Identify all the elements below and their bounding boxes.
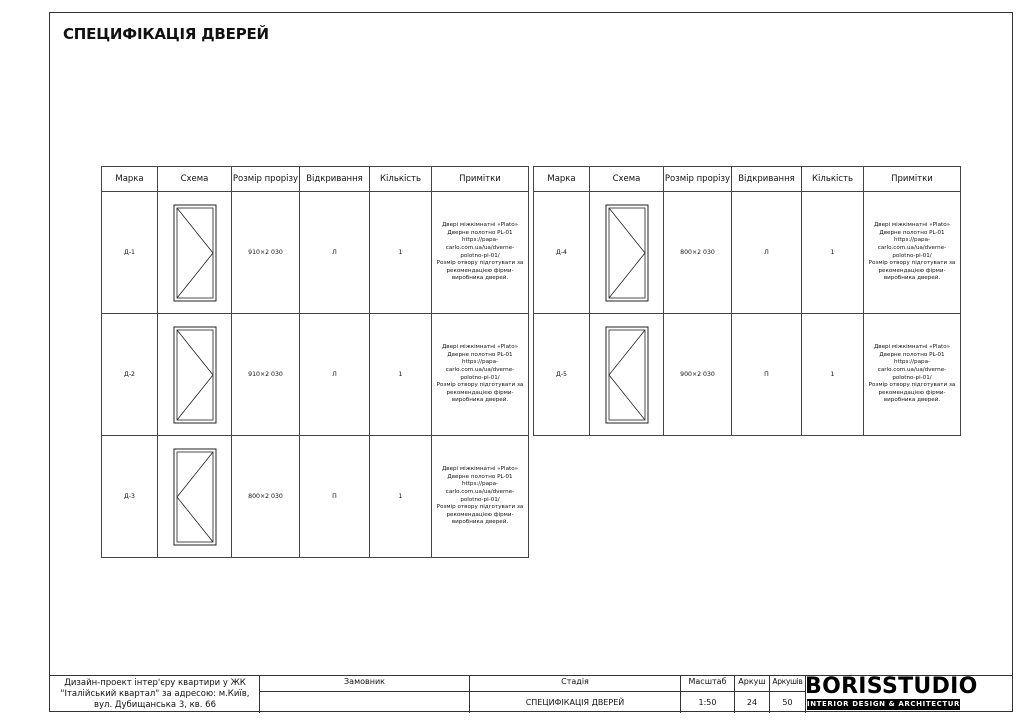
table-header-row [534, 167, 961, 192]
cell-notes [864, 314, 961, 436]
cell-mark: Д-1 [102, 192, 158, 314]
cell-qty: 1 [802, 192, 864, 314]
sheet-label: Аркуш [738, 677, 766, 686]
cell-mark: Д-2 [102, 314, 158, 436]
cell-scheme [158, 314, 232, 436]
logo-main-text: BORISSTUDIO [805, 674, 978, 699]
note-line: https://papa- [893, 237, 931, 244]
logo-sub-text: INTERIOR DESIGN & ARCHITECTURE [807, 700, 966, 708]
door-scheme-icon [171, 446, 219, 548]
note-line: виробника дверей. [451, 519, 509, 526]
note-line: Розмір отвору підготувати за [436, 382, 524, 389]
note-line: carlo.com.ua/ua/dverne- [445, 244, 515, 251]
header-scheme: Схема [590, 167, 664, 192]
cell-opening: Л [300, 314, 370, 436]
table-row [102, 192, 529, 314]
cell-scheme [158, 436, 232, 558]
scale-cell [680, 676, 734, 713]
table-row [102, 314, 529, 436]
sheet-cell [734, 676, 769, 713]
stage-cell [469, 676, 680, 713]
note-line: виробника дверей. [883, 275, 941, 282]
note-line: polotno-pl-01/ [460, 374, 500, 381]
note-line: Дверне полотно PL-01 [879, 229, 945, 236]
note-line: Двері міжкімнатні «Plato» [873, 344, 951, 351]
note-line: https://papa- [461, 237, 499, 244]
cell-opening: П [300, 436, 370, 558]
door-scheme-icon [603, 202, 651, 304]
cell-size: 910×2 030 [232, 314, 300, 436]
cell-qty: 1 [370, 192, 432, 314]
note-line: Розмір отвору підготувати за [868, 382, 956, 389]
cell-opening: Л [732, 192, 802, 314]
note-line: Розмір отвору підготувати за [436, 504, 524, 511]
header-mark: Марка [534, 167, 590, 192]
table-row [534, 314, 961, 436]
header-size: Розмір прорізу [664, 167, 732, 192]
cell-notes [432, 436, 529, 558]
cell-mark: Д-5 [534, 314, 590, 436]
cell-divider [770, 691, 805, 692]
note-line: Розмір отвору підготувати за [436, 260, 524, 267]
header-mark: Марка [102, 167, 158, 192]
note-line: https://papa- [461, 481, 499, 488]
note-line: рекомендацією фірми- [446, 267, 514, 274]
header-qty: Кількість [370, 167, 432, 192]
stage-label: Стадія [561, 677, 589, 686]
note-line: Двері міжкімнатні «Plato» [441, 222, 519, 229]
project-description: Дизайн-проект інтер'єру квартири у ЖК "Італійський квартал" за адресою: м.Київ, вул. Дубищанська 3, кв. 66 [60, 678, 250, 710]
header-opening: Відкривання [732, 167, 802, 192]
cell-notes [864, 192, 961, 314]
note-line: Дверне полотно PL-01 [879, 351, 945, 358]
note-line: виробника дверей. [451, 397, 509, 404]
cell-mark: Д-3 [102, 436, 158, 558]
cell-scheme [590, 314, 664, 436]
cell-qty: 1 [370, 314, 432, 436]
page-title: СПЕЦИФІКАЦІЯ ДВЕРЕЙ [63, 25, 269, 43]
note-line: carlo.com.ua/ua/dverne- [445, 366, 515, 373]
door-spec-table-right [533, 166, 961, 436]
header-opening: Відкривання [300, 167, 370, 192]
door-scheme-icon [171, 202, 219, 304]
door-scheme-icon [603, 324, 651, 426]
cell-size: 900×2 030 [664, 314, 732, 436]
cell-notes [432, 192, 529, 314]
cell-size: 800×2 030 [664, 192, 732, 314]
header-scheme: Схема [158, 167, 232, 192]
client-cell [259, 676, 469, 713]
note-line: polotno-pl-01/ [460, 252, 500, 259]
cell-qty: 1 [370, 436, 432, 558]
cell-mark: Д-4 [534, 192, 590, 314]
scale-value: 1:50 [698, 698, 717, 707]
cell-divider [681, 691, 734, 692]
note-line: https://papa- [893, 359, 931, 366]
sheets-label: Аркушів [772, 677, 803, 686]
cell-divider [260, 691, 469, 692]
note-line: рекомендацією фірми- [878, 389, 946, 396]
cell-divider [735, 691, 769, 692]
cell-divider [470, 691, 680, 692]
client-label: Замовник [344, 677, 385, 686]
note-line: carlo.com.ua/ua/dverne- [877, 244, 947, 251]
note-line: https://papa- [461, 359, 499, 366]
note-line: рекомендацією фірми- [878, 267, 946, 274]
table-header-row [102, 167, 529, 192]
table-row [534, 192, 961, 314]
note-line: рекомендацією фірми- [446, 389, 514, 396]
note-line: Дверне полотно PL-01 [447, 351, 513, 358]
door-scheme-icon [171, 324, 219, 426]
note-line: carlo.com.ua/ua/dverne- [445, 488, 515, 495]
table-row [102, 436, 529, 558]
note-line: polotno-pl-01/ [460, 496, 500, 503]
note-line: виробника дверей. [451, 275, 509, 282]
header-size: Розмір прорізу [232, 167, 300, 192]
cell-size: 800×2 030 [232, 436, 300, 558]
note-line: carlo.com.ua/ua/dverne- [877, 366, 947, 373]
note-line: Двері міжкімнатні «Plato» [441, 466, 519, 473]
door-spec-table-left [101, 166, 529, 558]
note-line: Розмір отвору підготувати за [868, 260, 956, 267]
sheets-value: 50 [782, 698, 793, 707]
sheets-cell [769, 676, 805, 713]
cell-scheme [158, 192, 232, 314]
note-line: Дверне полотно PL-01 [447, 473, 513, 480]
note-line: рекомендацією фірми- [446, 511, 514, 518]
note-line: виробника дверей. [883, 397, 941, 404]
header-notes: Примітки [432, 167, 529, 192]
note-line: Дверне полотно PL-01 [447, 229, 513, 236]
note-line: polotno-pl-01/ [892, 374, 932, 381]
header-notes: Примітки [864, 167, 961, 192]
cell-opening: П [732, 314, 802, 436]
header-qty: Кількість [802, 167, 864, 192]
scale-label: Масштаб [688, 677, 727, 686]
borisstudio-logo [805, 674, 978, 710]
note-line: Двері міжкімнатні «Plato» [441, 344, 519, 351]
note-line: polotno-pl-01/ [892, 252, 932, 259]
stage-value: СПЕЦИФІКАЦІЯ ДВЕРЕЙ [525, 698, 625, 707]
cell-opening: Л [300, 192, 370, 314]
note-line: Двері міжкімнатні «Plato» [873, 222, 951, 229]
sheet-value: 24 [746, 698, 758, 707]
cell-notes [432, 314, 529, 436]
cell-size: 910×2 030 [232, 192, 300, 314]
cell-qty: 1 [802, 314, 864, 436]
cell-scheme [590, 192, 664, 314]
